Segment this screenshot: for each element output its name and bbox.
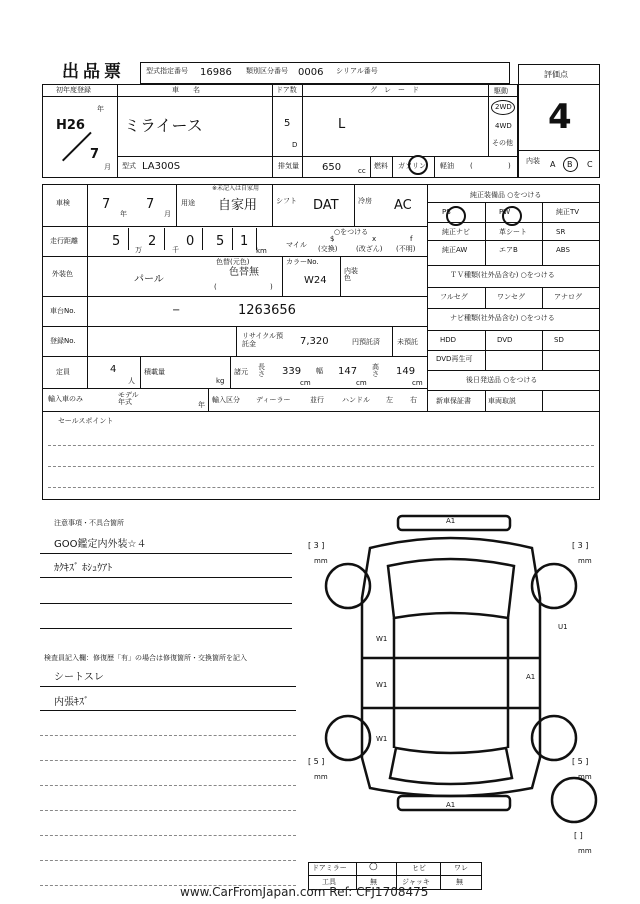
color-change-value: 色替無 [229,267,259,278]
ps-circle [446,206,466,226]
mileage-x: x [372,235,377,243]
diagram-mark-left-2: W1 [376,681,388,689]
drive-other: その他 [492,139,513,147]
ac-label: 冷房 [358,197,372,205]
mark-label: ○をつける [334,228,369,236]
mileage-f: f [410,235,413,243]
pw-circle [502,206,522,226]
model-year-unit: 年 [198,401,205,409]
score-label: 評価点 [544,70,568,79]
drive-4wd: 4WD [495,122,512,130]
door-mirror-value: ○ [369,861,378,872]
tread-spare-unit: mm [578,847,592,855]
first-reg-era: H26 [56,118,85,133]
mileage-digit: 2 [148,234,157,249]
mileage-exchange: (交換) [318,245,338,253]
handle-label: ハンドル [342,396,370,404]
hgt-label: 高さ [372,363,379,378]
type-no: 16986 [200,67,232,78]
color-change-label: 色替(元色) [216,258,250,266]
disp-label: 排気量 [278,162,299,170]
chassis-label: 車台No. [50,307,76,315]
shift-label: シフト [276,197,297,205]
equip-item: SR [556,228,566,236]
recycle-label: リサイクル預託金 [242,332,284,349]
model-year-label: モデル年式 [118,391,139,406]
color-paren-open: ( [214,283,217,291]
type-label: 型式指定番号 [146,67,188,75]
chassis-no: 1263656 [238,303,296,318]
diagram-mark-left-3: W1 [376,735,388,743]
equip-item: 純正TV [556,208,580,216]
use-value: 自家用 [218,198,258,213]
use-label: 用途 [181,199,195,207]
shaken-year-unit: 年 [120,210,127,218]
diagram-mark-right-fender: U1 [558,623,568,631]
mileage-digit: 5 [216,234,225,249]
tread-rr: [ 5 ] [572,757,589,766]
mileage-altered: (改ざん) [356,245,383,253]
jack-label: ジャッキ [402,878,430,886]
fuel-gasoline: ガソリン [398,162,426,170]
name-label: 車 名 [172,86,200,94]
fuel-diesel: 軽油 [440,162,454,170]
mileage-digit: 1 [240,234,249,249]
handle-left: 左 [386,396,393,404]
drive-label: 駆動 [494,87,508,95]
import-label: 輸入車のみ [48,395,83,403]
note-line-1: GOO鑑定内外装☆４ [54,539,147,550]
doors-label: ドア数 [276,86,297,94]
shift-value: DAT [313,198,339,213]
retro-title: 後日発送品 ○をつける [466,376,538,384]
fuel-gasoline-circle [408,155,428,175]
fuel-paren-open: ( [470,162,473,170]
disp-value: 650 [322,162,342,173]
watermark: www.CarFromJapan.com Ref: CFJ1708475 [180,885,429,899]
retro-item: 車両取説 [488,397,516,405]
sales-point-label: セールスポイント [58,417,114,425]
shaken-year: 7 [102,197,111,212]
capacity-unit: 人 [128,377,135,385]
hgt-value: 149 [396,366,416,377]
month-unit: 月 [104,163,111,171]
equip-section-title: ＴＶ種類(社外品含む) ○をつける [450,271,555,279]
retro-item: 新車保証書 [436,397,471,405]
equip-item: 純正ナビ [442,228,470,236]
equip-item: PW [499,208,511,216]
door-mirror-label: ドアミラー [312,864,347,872]
regno-label: 登録No. [50,337,76,345]
page-title: 出品票 [62,62,125,82]
equip-item: フルセグ [440,293,468,301]
wid-label: 幅 [316,367,323,375]
tread-fl-unit: mm [314,557,328,565]
equip-item: 革シート [499,228,527,236]
color-label: 外装色 [52,270,73,278]
mileage-label: 走行距離 [50,237,78,245]
break-label: ワレ [454,864,468,872]
grade-value: L [338,117,346,132]
import-dealer: ディーラー [256,396,291,404]
car-name: ミライース [124,116,203,135]
diagram-mark-right-door: A1 [526,673,536,681]
inspector-title: 検査員記入欄：修復歴「有」の場合は修復箇所・交換箇所を記入 [44,654,247,662]
note-line-2: ｶｸｷｽﾞ ﾎｼｭｳｱﾄ [54,563,113,574]
hgt-unit: cm [412,379,423,387]
mileage-digit: 5 [112,234,121,249]
tread-rr-unit: mm [578,773,592,781]
equip-item: アナログ [554,293,582,301]
recycle-paid: 円預託済 [352,338,380,346]
diagram-mark-left-1: W1 [376,635,388,643]
model-label: 型式 [122,162,136,170]
mileage-sen: 千 [172,246,179,254]
load-unit: kg [216,377,225,385]
class-no: 0006 [298,67,324,78]
colorno-label: カラーNo. [286,258,319,266]
spec-label: 諸元 [234,368,248,376]
equip-item: PS [442,208,451,216]
wid-unit: cm [356,379,367,387]
equip-item: HDD [440,336,457,344]
interior-color-label: 内装色 [344,267,358,282]
shaken-month-unit: 月 [164,210,171,218]
use-note: ※未記入は自家用 [212,185,260,192]
tread-fl: [ 3 ] [308,541,325,550]
serial-label: シリアル番号 [336,67,378,75]
color-paren-close: ) [270,283,273,291]
equip-item: ワンセグ [497,293,525,301]
recycle-unpaid: 未預託 [397,338,418,346]
color-value: パール [134,274,164,285]
first-reg-month: 7 [90,147,100,162]
equip-item: 純正AW [442,246,468,254]
chassis-dash: − [172,305,181,316]
model-value: LA300S [142,161,181,172]
shaken-month: 7 [146,197,155,212]
tread-rl: [ 5 ] [308,757,325,766]
len-value: 339 [282,366,302,377]
capacity-value: 4 [110,364,117,375]
mile-label: マイル [286,241,307,249]
diagram-mark-rear-bumper: A1 [446,801,456,809]
mileage-digit: 0 [186,234,195,249]
load-label: 積載量 [144,368,165,376]
dvd-playback: DVD再生可 [436,355,473,363]
tools-value: 無 [370,878,377,886]
wid-value: 147 [338,366,358,377]
tools-label: 工具 [322,878,336,886]
drive-2wd: 2WD [495,103,512,111]
interior-c: C [587,160,593,169]
doors-value: 5 [284,118,291,129]
class-label: 類別区分番号 [246,67,288,75]
capacity-label: 定員 [56,368,70,376]
equip-section-title: ナビ種類(社外品含む) ○をつける [450,314,555,322]
ac-value: AC [394,198,412,213]
jack-value: 無 [456,878,463,886]
len-label: 長さ [258,363,265,378]
tread-fr: [ 3 ] [572,541,589,550]
colorno-value: W24 [304,275,327,286]
inspector-line-2: 内張ｷｽﾞ [54,697,89,708]
first-reg-label: 初年度登録 [56,86,91,94]
equip-title: 純正装備品 ○をつける [470,191,542,199]
mileage-km: km [256,247,267,255]
notes-title: 注意事項・不具合箇所 [54,519,124,527]
inspector-line-1: シートスレ [54,672,104,683]
tread-fr-unit: mm [578,557,592,565]
shaken-label: 車検 [56,199,70,207]
doors-unit: D [292,141,298,149]
score-value: 4 [548,97,572,137]
year-unit: 年 [97,105,104,113]
diagram-mark-front-bumper: A1 [446,517,456,525]
tread-spare: [ ] [574,831,583,840]
fuel-paren-close: ) [508,162,511,170]
interior-b: B [567,160,573,169]
fuel-label: 燃料 [374,162,388,170]
disp-unit: cc [358,167,366,175]
recycle-value: 7,320 [300,336,329,347]
mileage-unknown: (不明) [396,245,416,253]
interior-a: A [550,160,556,169]
interior-label: 内装 [526,157,540,165]
tread-rl-unit: mm [314,773,328,781]
mileage-man: 万 [135,246,142,254]
equip-item: DVD [497,336,513,344]
crack-label: ヒビ [412,864,426,872]
import-parallel: 並行 [310,396,324,404]
grade-label: グ レ ー ド [370,86,419,94]
import-type-label: 輸入区分 [212,396,240,404]
header-id-box [140,62,510,84]
equip-item: エアB [499,246,518,254]
equip-item: SD [554,336,564,344]
handle-right: 右 [410,396,417,404]
equip-item: ABS [556,246,570,254]
len-unit: cm [300,379,311,387]
mileage-dollar: $ [330,235,335,243]
car-diagram [300,508,600,848]
